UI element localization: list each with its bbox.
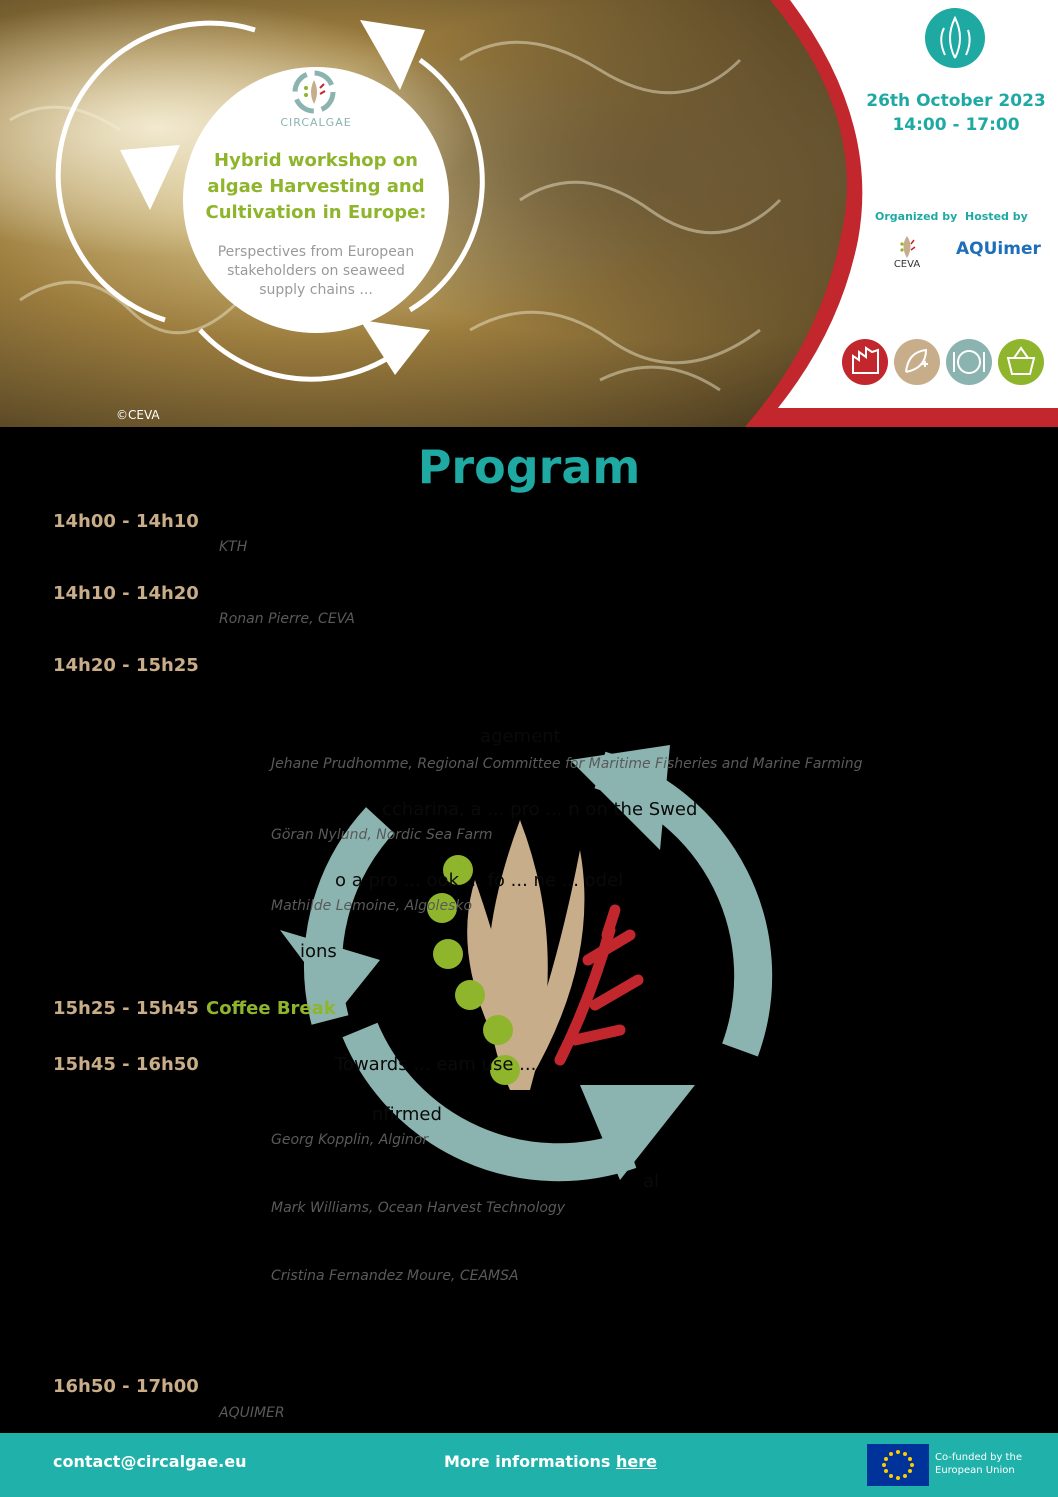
brand-label: CIRCALGAE bbox=[280, 116, 352, 129]
footer-bar bbox=[0, 1433, 1058, 1497]
time-slot-6: 16h50 - 17h00 bbox=[53, 1376, 199, 1397]
talk-title: al bbox=[643, 1171, 660, 1192]
speaker-9: AQUIMER bbox=[219, 1405, 285, 1421]
agriculture-icon bbox=[894, 339, 940, 385]
industry-icon bbox=[842, 339, 888, 385]
eu-cofunded-text bbox=[935, 1451, 1022, 1477]
speaker-4: Göran Nylund, Nordic Sea Farm bbox=[271, 827, 493, 843]
talk-title: Towards ... eam use ... bbox=[335, 1054, 537, 1075]
workshop-title bbox=[196, 148, 436, 226]
eu-line: European Union bbox=[935, 1465, 1015, 1476]
photo-copyright: ©CEVA bbox=[116, 408, 160, 422]
time-slot-3: 14h20 - 15h25 bbox=[53, 655, 199, 676]
ceva-label: CEVA bbox=[893, 259, 921, 270]
food-icon bbox=[946, 339, 992, 385]
time-slot-4: 15h25 - 15h45 bbox=[53, 998, 199, 1019]
title-line: Hybrid workshop on bbox=[214, 150, 418, 171]
time-slot-5: 15h45 - 16h50 bbox=[53, 1054, 199, 1075]
more-info-label: More informations bbox=[444, 1452, 617, 1471]
contact-email-link[interactable]: contact@circalgae.eu bbox=[53, 1452, 247, 1471]
more-info-text bbox=[444, 1452, 657, 1471]
speaker-6: Georg Kopplin, Alginor bbox=[271, 1132, 429, 1148]
subtitle-line: supply chains ... bbox=[259, 282, 373, 298]
subtitle-line: Perspectives from European bbox=[217, 244, 415, 260]
event-date: 26th October 2023 bbox=[866, 91, 1046, 111]
title-line: Cultivation in Europe: bbox=[205, 202, 427, 223]
eu-line: Co-funded by the bbox=[935, 1452, 1022, 1463]
talk-title: agement bbox=[480, 726, 561, 747]
title-line: algae Harvesting and bbox=[207, 176, 425, 197]
hosted-by-label: Hosted by bbox=[965, 210, 1028, 223]
speaker-2: Ronan Pierre, CEVA bbox=[219, 611, 355, 627]
more-info-here-link[interactable]: here bbox=[616, 1452, 658, 1471]
workshop-subtitle bbox=[206, 243, 426, 300]
speaker-1: KTH bbox=[219, 539, 248, 555]
hero-banner bbox=[0, 0, 1058, 427]
circalgae-round-logo-icon bbox=[925, 8, 985, 68]
time-slot-2: 14h10 - 14h20 bbox=[53, 583, 199, 604]
talk-title: nfirmed bbox=[372, 1104, 442, 1125]
speaker-7: Mark Williams, Ocean Harvest Technology bbox=[271, 1200, 566, 1216]
speaker-5: Mathilde Lemoine, Algolesko bbox=[271, 898, 473, 914]
organized-by-label: Organized by bbox=[875, 210, 958, 223]
talk-title: ions bbox=[300, 941, 337, 962]
talk-title: o a pro ... ook ... fo ... ne ... odel bbox=[335, 870, 624, 891]
subtitle-line: stakeholders on seaweed bbox=[227, 263, 405, 279]
aquimer-logo: AQUimer bbox=[956, 239, 1041, 259]
speaker-8: Cristina Fernandez Moure, CEAMSA bbox=[271, 1268, 519, 1284]
talk-title: ccharina, a ... pro ... n on the Swed bbox=[382, 799, 698, 820]
coffee-break-label: Coffee Break bbox=[206, 998, 336, 1019]
eu-flag-icon bbox=[867, 1444, 929, 1486]
time-slot-1: 14h00 - 14h10 bbox=[53, 511, 199, 532]
program-title: Program bbox=[417, 440, 641, 494]
event-time: 14:00 - 17:00 bbox=[892, 115, 1020, 135]
speaker-3: Jehane Prudhomme, Regional Committee for Maritime Fisheries and Marine Farming bbox=[271, 756, 863, 772]
basket-icon bbox=[998, 339, 1044, 385]
